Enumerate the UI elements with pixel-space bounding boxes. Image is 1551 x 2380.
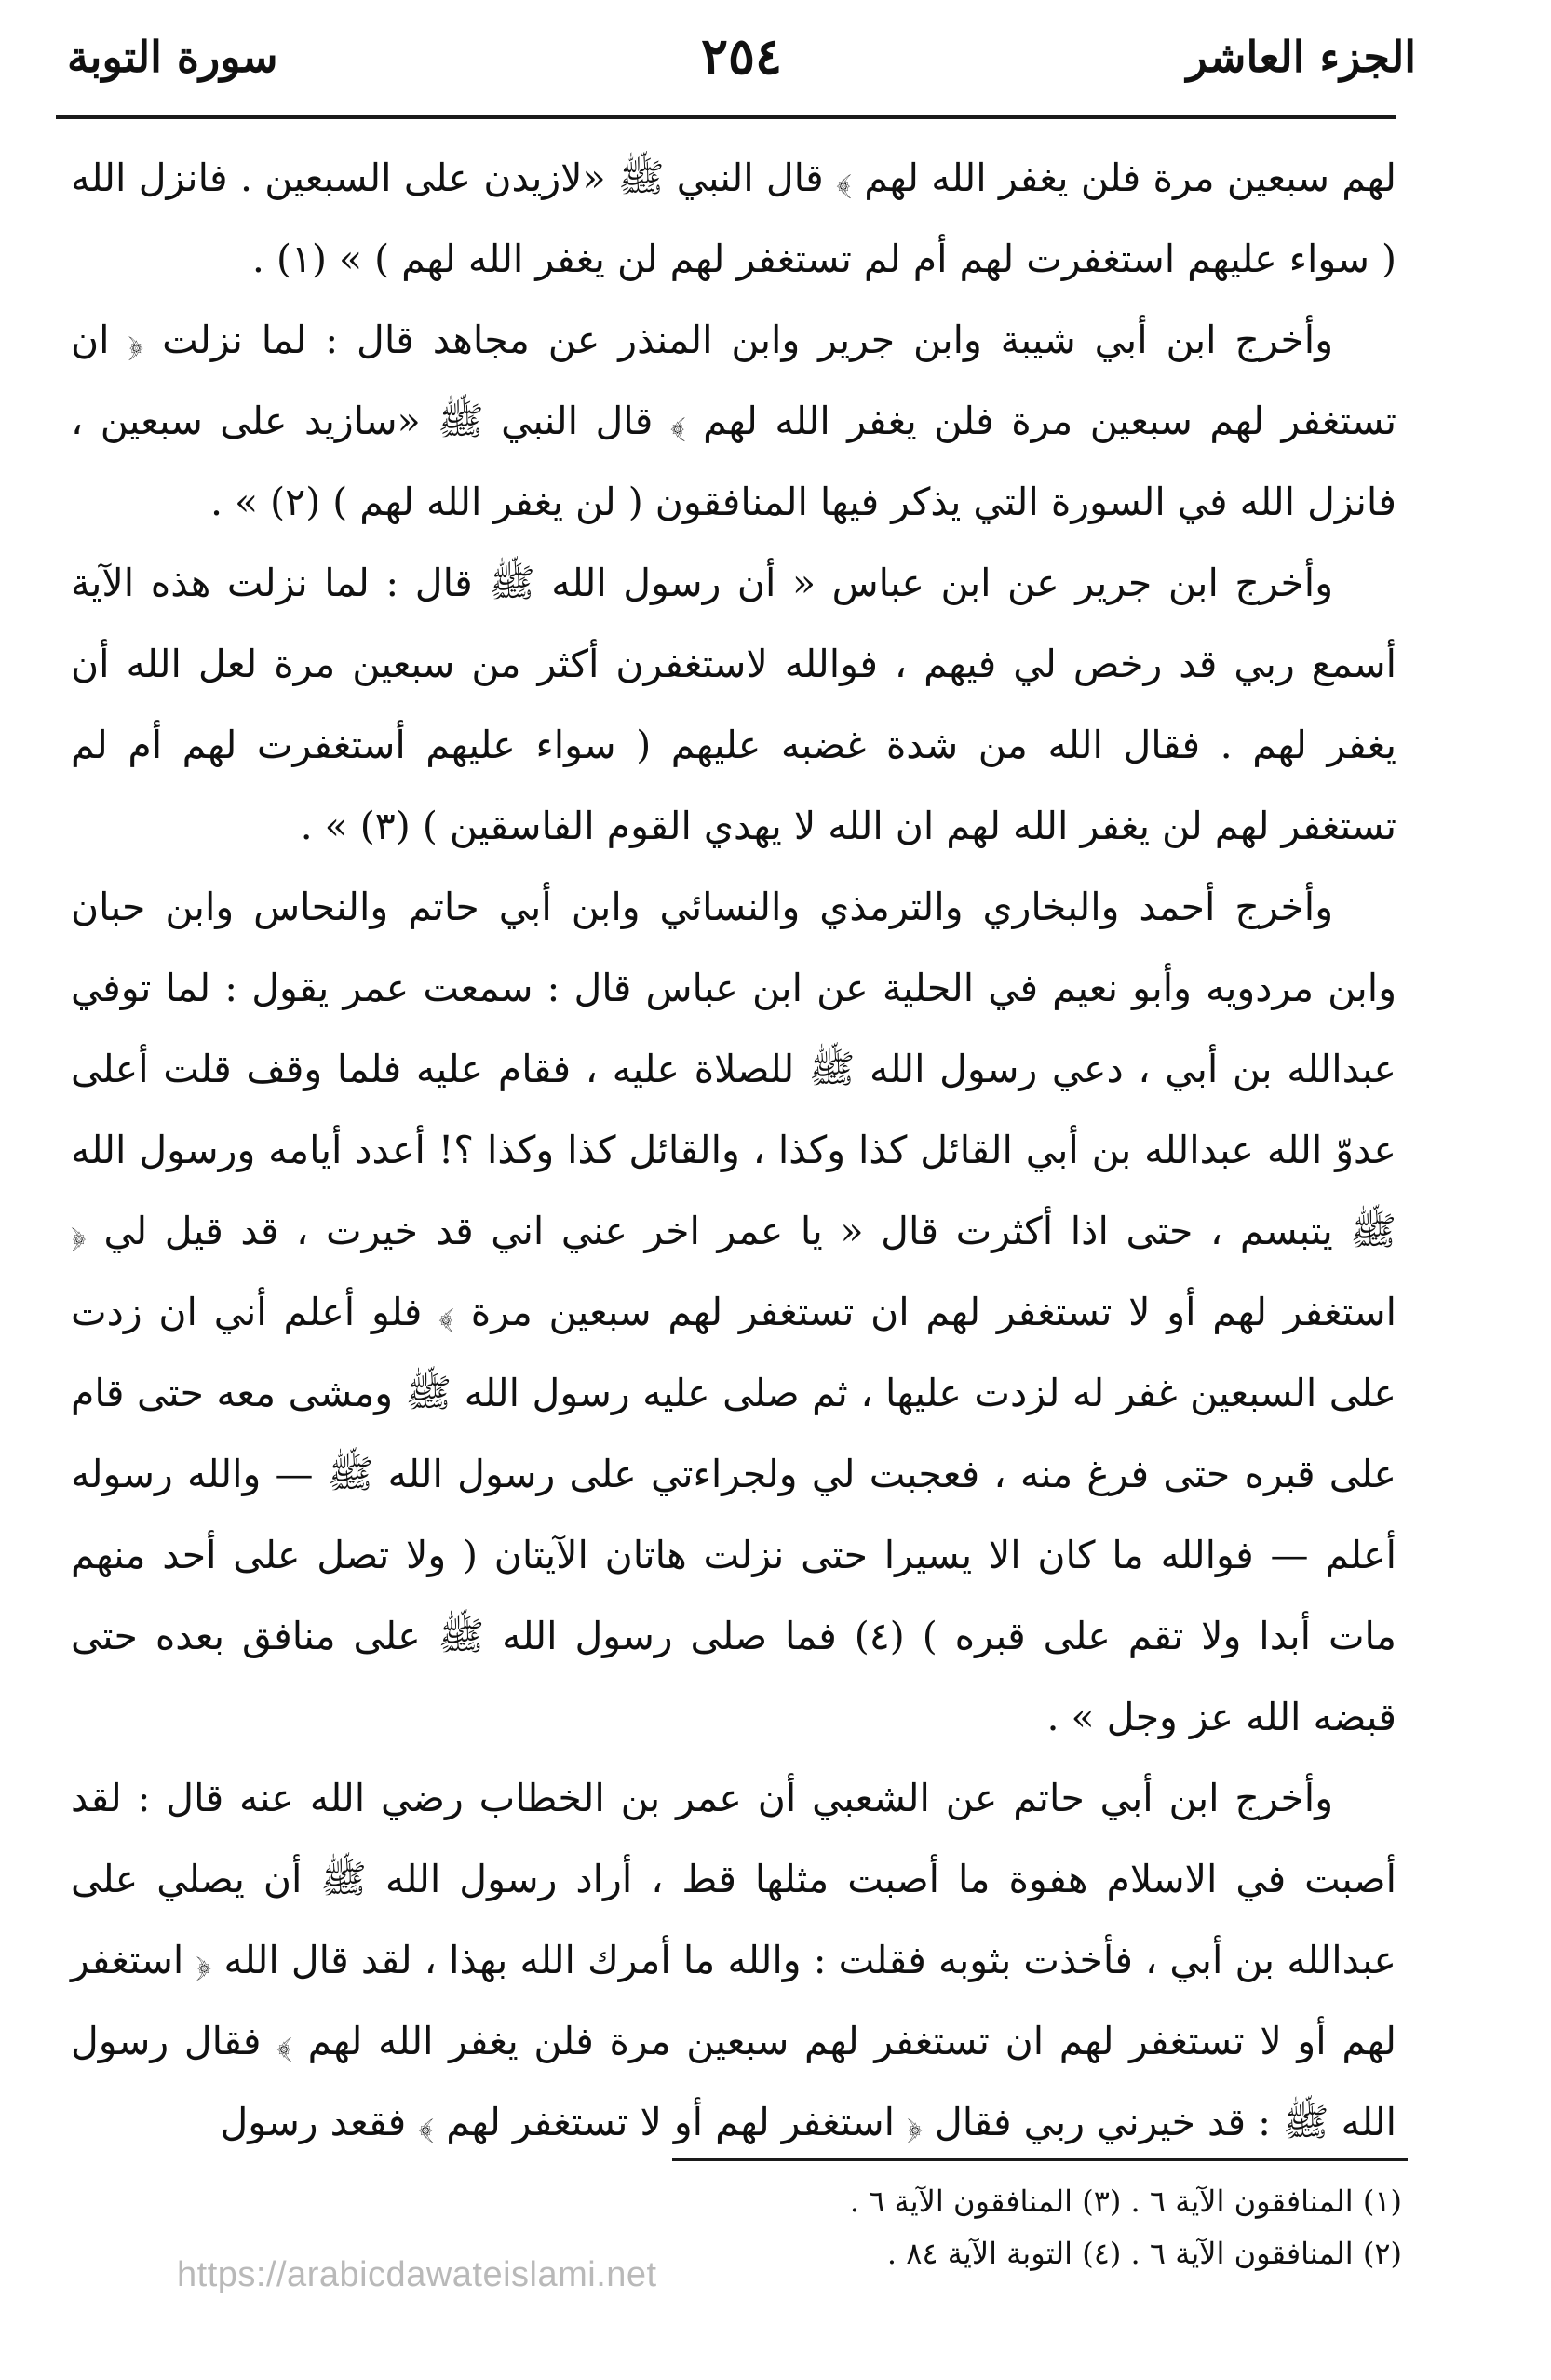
paragraph-1: لهم سبعين مرة فلن يغفر الله لهم ﴾ قال النبي ﷺ «لازيدن على السبعين . فانزل الله ( سواء عليهم استغفرت لهم أم لم تستغفر لهم لن يغفر الله لهم ) » (١) . <box>71 156 1396 281</box>
paragraph-4: وأخرج أحمد والبخاري والترمذي والنسائي وابن أبي حاتم والنحاس وابن حبان وابن مردويه وأبو نعيم في الحلية عن ابن عباس قال : سمعت عمر يقول : لما توفي عبدالله بن أبي ، دعي رسول الله ﷺ للصلاة عليه ، فقام عليه فلما وقف قلت أعلى عدوّ الله عبدالله بن أبي القائل كذا وكذا ، والقائل كذا وكذا ؟! أعدد أيامه ورسول الله ﷺ يتبسم ، حتى اذا أكثرت قال « يا عمر اخر عني اني قد خيرت ، قد قيل لي ﴿ استغفر لهم أو لا تستغفر لهم ان تستغفر لهم سبعين مرة ﴾ فلو أعلم أني ان زدت على السبعين غفر له لزدت عليها ، ثم صلى عليه رسول الله ﷺ ومشى معه حتى قام على قبره حتى فرغ منه ، فعجبت لي ولجراءتي على رسول الله ﷺ — والله رسوله أعلم — فوالله ما كان الا يسيرا حتى نزلت هاتان الآيتان ( ولا تصل على أحد منهم مات أبدا ولا تقم على قبره ) (٤) فما صلى رسول الله ﷺ على منافق بعده حتى قبضه الله عز وجل » . <box>71 885 1396 1739</box>
header-rule <box>56 115 1396 119</box>
footnote-rule <box>672 2158 1408 2161</box>
footnote-line-2: (٢) المنافقون الآية ٦ . (٤) التوبة الآية ٨٤ . <box>886 2236 1402 2271</box>
part-title: الجزء العاشر <box>1186 32 1416 82</box>
surah-title: سورة التوبة <box>67 32 278 82</box>
paragraph-5: وأخرج ابن أبي حاتم عن الشعبي أن عمر بن الخطاب رضي الله عنه قال : لقد أصبت في الاسلام هفوة ما أصبت مثلها قط ، أراد رسول الله ﷺ أن يصلي على عبدالله بن أبي ، فأخذت بثوبه فقلت : والله ما أمرك الله بهذا ، لقد قال الله ﴿ استغفر لهم أو لا تستغفر لهم ان تستغفر لهم سبعين مرة فلن يغفر الله لهم ﴾ فقال رسول الله ﷺ : قد خيرني ربي فقال ﴿ استغفر لهم أو لا تستغفر لهم ﴾ فقعد رسول <box>71 1776 1396 2144</box>
page-number: ٢٥٤ <box>700 26 783 86</box>
footnotes <box>564 2175 1402 2279</box>
running-header <box>67 26 1416 101</box>
footnote-line-1: (١) المنافقون الآية ٦ . (٣) المنافقون الآية ٦ . <box>849 2184 1402 2219</box>
paragraph-2: وأخرج ابن أبي شيبة وابن جرير وابن المنذر عن مجاهد قال : لما نزلت ﴿ ان تستغفر لهم سبعين مرة فلن يغفر الله لهم ﴾ قال النبي ﷺ «سازيد على سبعين ، فانزل الله في السورة التي يذكر فيها المنافقون ( لن يغفر الله لهم ) (٢) » . <box>71 318 1396 524</box>
paragraph-3: وأخرج ابن جرير عن ابن عباس « أن رسول الله ﷺ قال : لما نزلت هذه الآية أسمع ربي قد رخص لي فيهم ، فوالله لاستغفرن أكثر من سبعين مرة لعل الله أن يغفر لهم . فقال الله من شدة غضبه عليهم ( سواء عليهم أستغفرت لهم أم لم تستغفر لهم لن يغفر الله لهم ان الله لا يهدي القوم الفاسقين ) (٣) » . <box>71 561 1396 848</box>
main-text <box>71 138 1396 2163</box>
watermark-url: https://arabicdawateislami.net <box>177 2255 657 2294</box>
